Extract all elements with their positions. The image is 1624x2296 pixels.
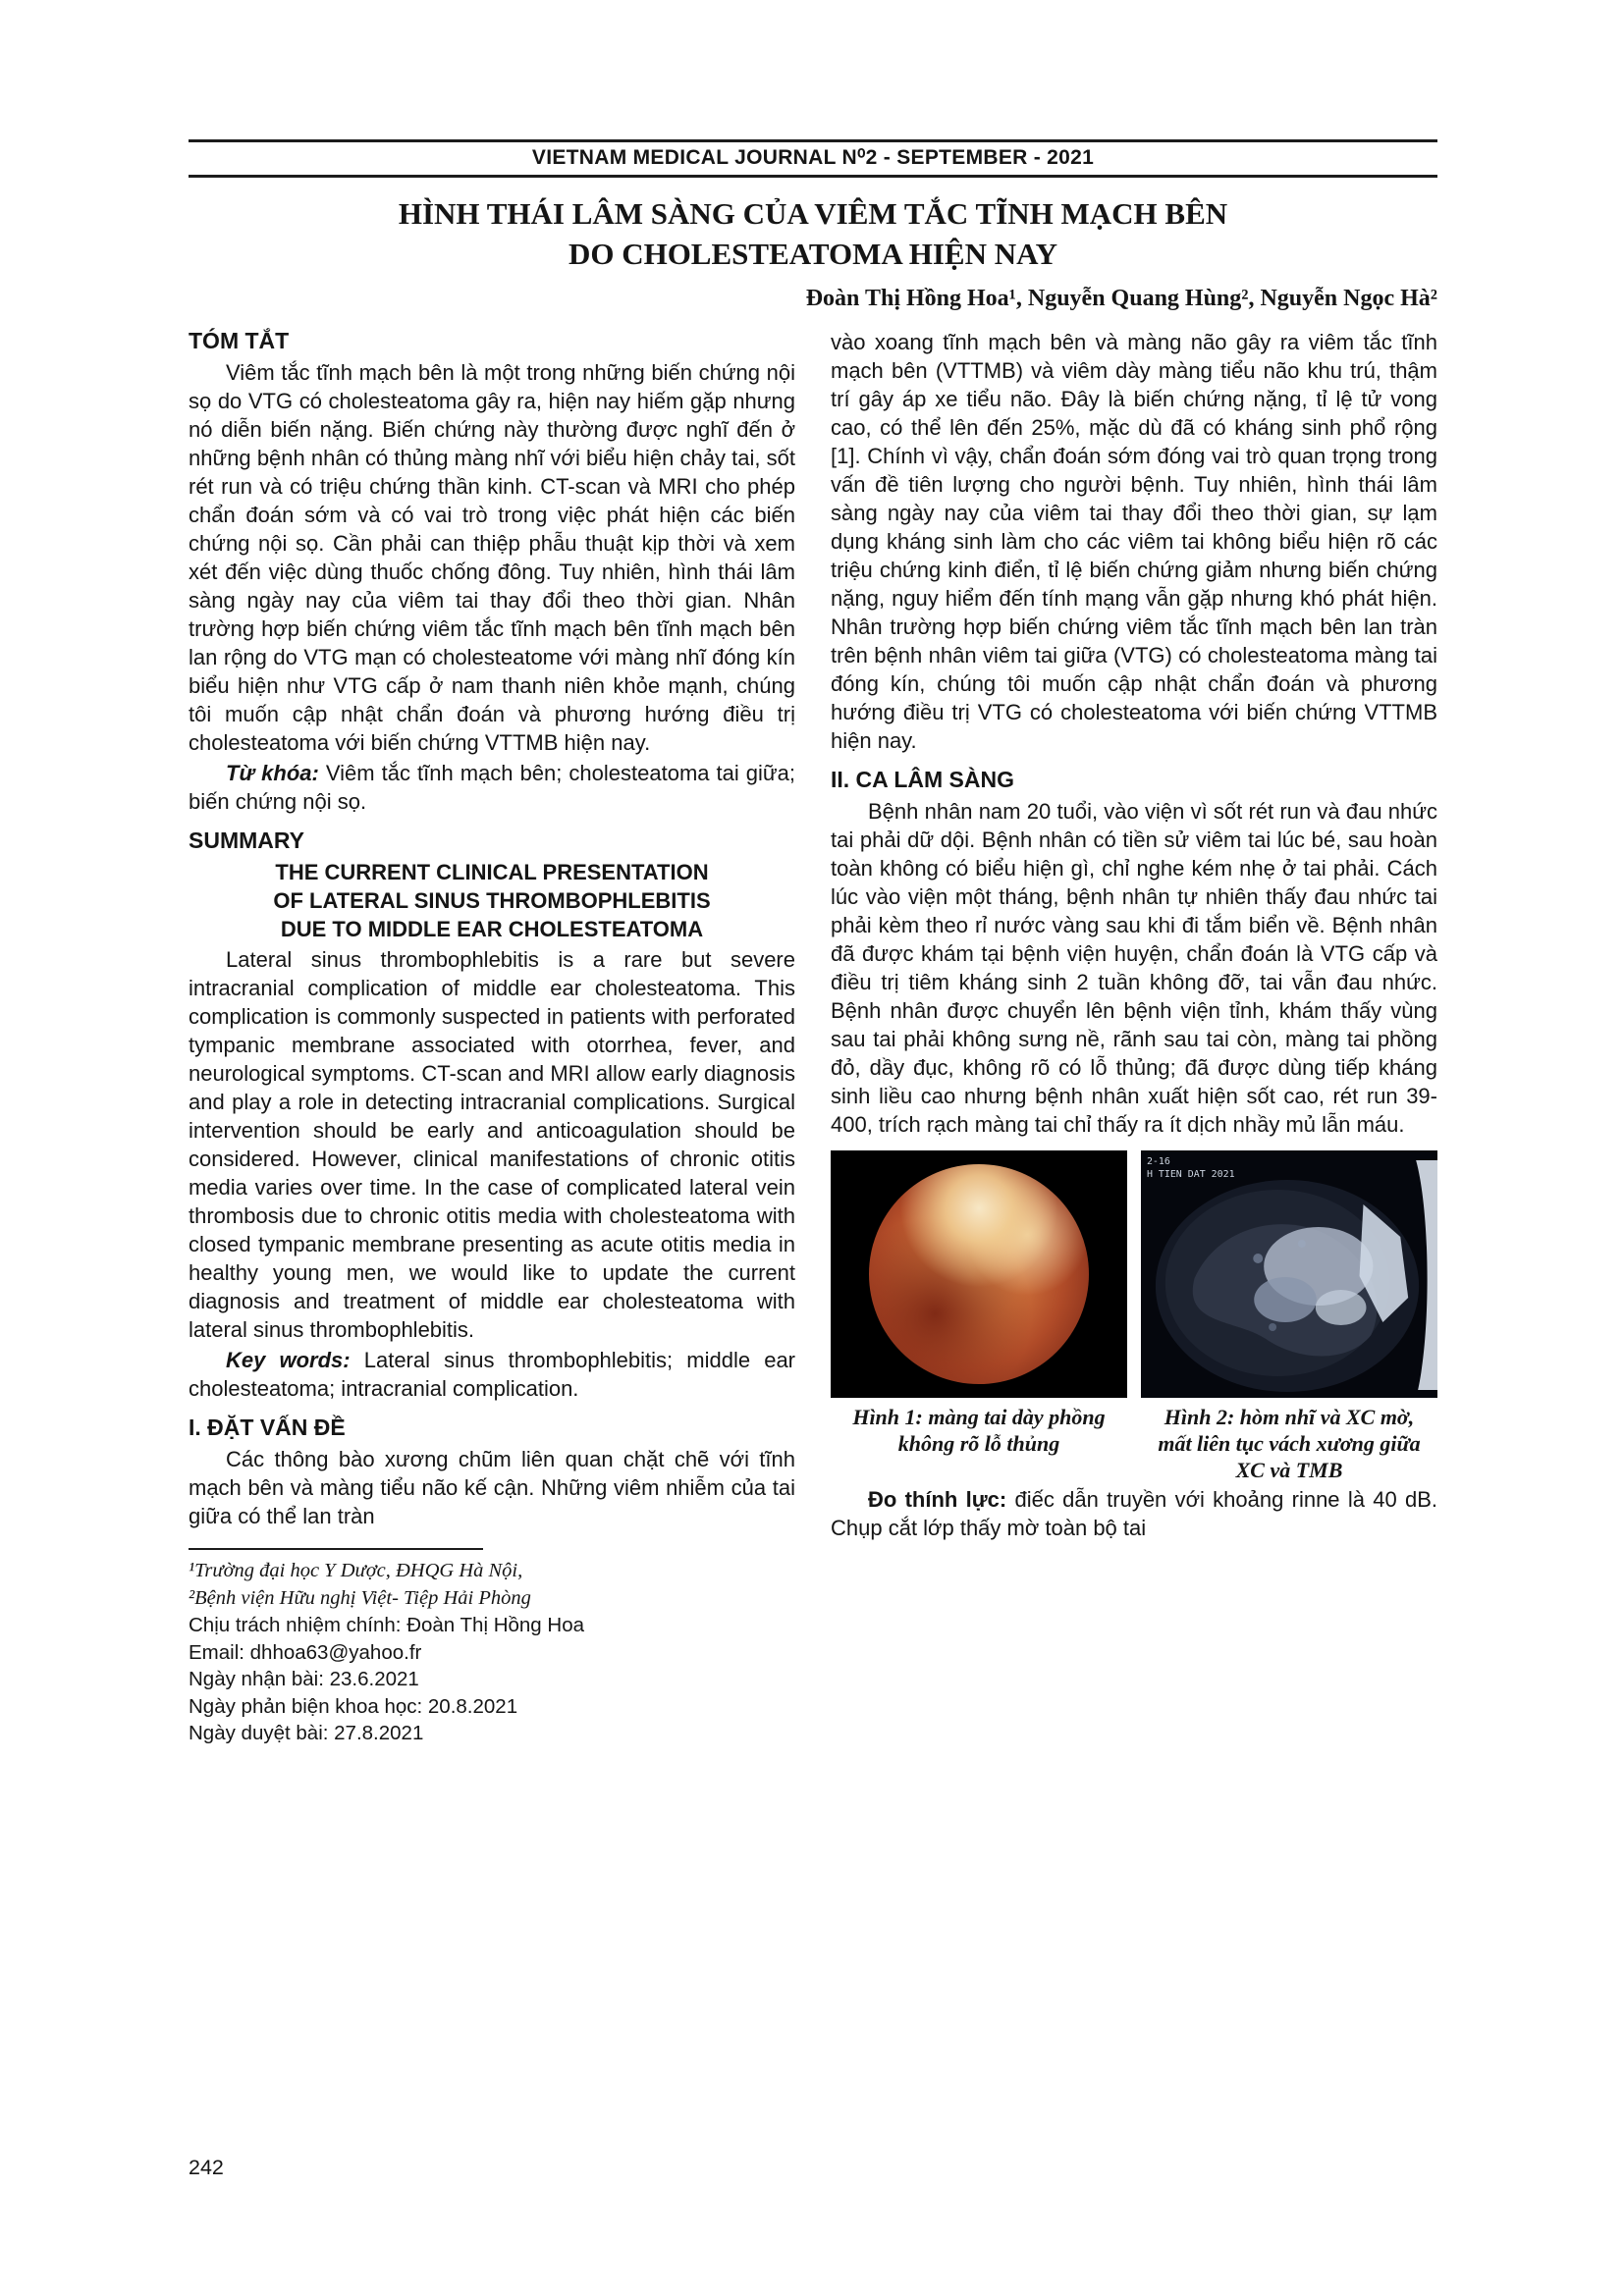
otoscopy-image [831, 1150, 1127, 1398]
keywords-vi-text: Viêm tắc tĩnh mạch bên; cholesteatoma tai giữa; biến chứng nội sọ. [189, 761, 795, 814]
page-number: 242 [189, 2156, 224, 2179]
footnote-received-date: Ngày nhận bài: 23.6.2021 [189, 1668, 419, 1690]
ct-scan-image [1141, 1150, 1437, 1398]
footnote-reviewed-date: Ngày phản biện khoa học: 20.8.2021 [189, 1694, 518, 1718]
keywords-en-label: Key words: [226, 1348, 351, 1372]
article-title [189, 193, 1437, 274]
summary-subtitle-line2: OF LATERAL SINUS THROMBOPHLEBITIS [273, 888, 711, 913]
abstract-heading: TÓM TẮT [189, 328, 290, 353]
figure-1-caption: Hình 1: màng tai dày phồng không rõ lỗ thủng [852, 1405, 1106, 1456]
audiometry-label: Đo thính lực: [868, 1487, 1007, 1512]
article-title-line2: DO CHOLESTEATOMA HIỆN NAY [568, 237, 1058, 271]
section2-heading: II. CA LÂM SÀNG [831, 767, 1014, 792]
intro-continuation-paragraph: vào xoang tĩnh mạch bên và màng não gây ra viêm tắc tĩnh mạch bên (VTTMB) và viêm dày màng tiểu não khu trú, thậm trí gây áp xe tiểu não. Đây là biến chứng nặng, tỉ lệ tử vong cao, có thể lên đến 25%, mặc dù đã có kháng sinh phổ rộng [1]. Chính vì vậy, chẩn đoán sớm đóng vai trò quan trọng trong vấn đề tiên lượng cho người bệnh. Tuy nhiên, hình thái lâm sàng ngày nay của viêm tai thay đổi theo thời gian, sự lạm dụng kháng sinh làm cho các viêm tai không biểu hiện rõ các triệu chứng kinh điển, tỉ lệ biến chứng giảm nhưng biến chứng nặng, nguy hiểm đến tính mạng vẫn gặp nhưng khó phát hiện. Nhân trường hợp biến chứng viêm tắc tĩnh mạch bên lan tràn trên bệnh nhân viêm tai giữa (VTG) có cholesteatoma màng tai đóng kín, chúng tôi muốn cập nhật chẩn đoán và phương hướng điều trị VTG có cholesteatoma với biến chứng VTTMB hiện nay. [831, 330, 1437, 753]
abstract-body: Viêm tắc tĩnh mạch bên là một trong những biến chứng nội sọ do VTG có cholesteatoma gây ra, hiện nay hiếm gặp nhưng nó diễn biến nặng. Biến chứng này thường được nghĩ đến ở những bệnh nhân có thủng màng nhĩ với biểu hiện chảy tai, sốt rét run và có triệu chứng thần kinh. CT-scan và MRI cho phép chẩn đoán sớm và có vai trò trong việc phát hiện các biến chứng nội sọ. Cần phải can thiệp phẫu thuật kịp thời và xem xét đến việc dùng thuốc chống đông. Tuy nhiên, hình thái lâm sàng ngày nay của viêm tai thay đổi theo thời gian. Nhân trường hợp biến chứng viêm tắc tĩnh mạch bên tĩnh mạch bên lan rộng do VTG mạn có cholesteatome với màng nhĩ đóng kín biểu hiện như VTG cấp ở nam thanh niên khỏe mạnh, chúng tôi muốn cập nhật chẩn đoán và phương hướng điều trị cholesteatoma với biến chứng VTTMB hiện nay. [189, 360, 795, 755]
keywords-vi [189, 759, 795, 816]
keywords-en [189, 1346, 795, 1403]
figure-1 [831, 1150, 1127, 1483]
figures-row [831, 1150, 1437, 1483]
footnote-responsible: Chịu trách nhiệm chính: Đoàn Thị Hồng Hoa [189, 1614, 585, 1636]
summary-subtitle [189, 858, 795, 943]
article-title-line1: HÌNH THÁI LÂM SÀNG CỦA VIÊM TẮC TĨNH MẠCH BÊN [398, 196, 1228, 231]
journal-header [189, 139, 1437, 178]
journal-title: VIETNAM MEDICAL JOURNAL N⁰2 - SEPTEMBER - 2021 [531, 146, 1095, 169]
figure-2 [1141, 1150, 1437, 1483]
left-column [189, 328, 795, 1747]
two-column-body [189, 328, 1437, 1747]
section1-heading: I. ĐẶT VẤN ĐỀ [189, 1415, 346, 1440]
section1-paragraph: Các thông bào xương chũm liên quan chặt chẽ với tĩnh mạch bên và màng tiểu não kế cận. Những viêm nhiễm của tai giữa có thể lan tràn [189, 1447, 795, 1528]
page-content [189, 139, 1437, 1747]
footnote-divider [189, 1548, 483, 1550]
ct-scan-illustration [1141, 1150, 1437, 1398]
summary-subtitle-line1: THE CURRENT CLINICAL PRESENTATION [275, 860, 709, 884]
summary-heading: SUMMARY [189, 828, 304, 853]
audiometry-text: điếc dẫn truyền với khoảng rinne là 40 dB. Chụp cắt lớp thấy mờ toàn bộ tai [831, 1487, 1437, 1540]
authors-line: Đoàn Thị Hồng Hoa¹, Nguyễn Quang Hùng², Nguyễn Ngọc Hà² [805, 286, 1437, 311]
ct-overlay-text-line2: H TIEN DAT 2021 [1146, 1168, 1235, 1181]
audiometry-paragraph [831, 1485, 1437, 1542]
summary-subtitle-line3: DUE TO MIDDLE EAR CHOLESTEATOMA [280, 917, 704, 941]
keywords-vi-label: Từ khóa: [226, 761, 319, 785]
footnote-affiliation-1: ¹Trường đại học Y Dược, ĐHQG Hà Nội, [189, 1560, 523, 1581]
section2-paragraph: Bệnh nhân nam 20 tuổi, vào viện vì sốt rét run và đau nhức tai phải dữ dội. Bệnh nhân có tiền sử viêm tai lúc bé, sau hoàn toàn không có biểu hiện gì, chỉ nghe kém nhẹ ở tai phải. Cách lúc vào viện một tháng, bệnh nhân tự nhiên thấy đau nhức tai phải kèm theo rỉ nước vàng sau khi đi tắm biển về. Bệnh nhân đã được khám tại bệnh viện huyện, chẩn đoán là VTG cấp và điều trị tiêm kháng sinh 2 tuần không đỡ, tai vẫn đau nhức. Bệnh nhân được chuyển lên bệnh viện tỉnh, khám thấy vùng sau tai phải không sưng nề, rãnh sau tai còn, màng tai phồng đỏ, dầy đục, không rõ có lỗ thủng; đã được dùng tiếp kháng sinh liều cao nhưng bệnh nhân xuất hiện sốt cao, rét run 39-400, trích rạch màng tai chỉ thấy ra ít dịch nhầy mủ lẫn máu. [831, 799, 1437, 1137]
footnote-affiliation-2: ²Bệnh viện Hữu nghị Việt- Tiệp Hải Phòng [189, 1586, 531, 1609]
right-column [831, 328, 1437, 1747]
summary-body: Lateral sinus thrombophlebitis is a rare but severe intracranial complication of middle ear cholesteatoma. This complication is commonly suspected in patients with perforated tympanic membrane associated with otorrhea, fever, and neurological symptoms. CT-scan and MRI allow early diagnosis and play a role in detecting intracranial complications. Surgical intervention should be early and anticoagulation should be considered. However, clinical manifestations of chronic otitis media varies over time. In the case of complicated lateral vein thrombosis due to chronic otitis media with cholesteatoma with closed tympanic membrane presenting as acute otitis media in healthy young men, we would like to update the current diagnosis and treatment of middle ear cholesteatoma with lateral sinus thrombophlebitis. [189, 947, 795, 1342]
eardrum-photo-circle [869, 1164, 1089, 1384]
figure-2-caption: Hình 2: hòm nhĩ và XC mờ, mất liên tục vách xương giữa XC và TMB [1158, 1405, 1421, 1482]
footnotes-block [189, 1548, 795, 1747]
footnote-email: Email: dhhoa63@yahoo.fr [189, 1640, 422, 1664]
footnote-accepted-date: Ngày duyệt bài: 27.8.2021 [189, 1722, 424, 1744]
ct-overlay-text-line1: 2-16 [1146, 1155, 1170, 1168]
keywords-en-text: Lateral sinus thrombophlebitis; middle ear cholesteatoma; intracranial complication. [189, 1348, 796, 1401]
